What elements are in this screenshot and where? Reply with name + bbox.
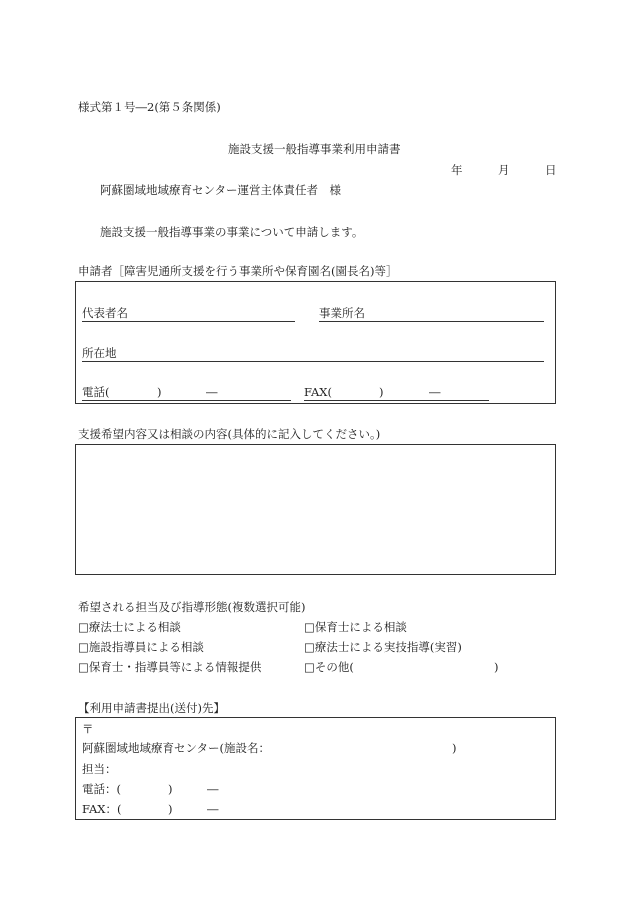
dest-phone-close: ) xyxy=(168,782,173,796)
option-other[interactable] xyxy=(304,660,354,674)
option-instructor-consult[interactable] xyxy=(78,640,204,654)
option-other-close: ) xyxy=(494,660,499,674)
representative-field[interactable] xyxy=(82,321,295,322)
options-heading: 希望される担当及び指導形態(複数選択可能) xyxy=(78,600,306,614)
request-textarea[interactable] xyxy=(75,444,556,575)
date-year-label: 年 xyxy=(451,163,463,177)
option-label: 療法士による実技指導(実習) xyxy=(314,640,462,654)
destination-heading: 【利用申請書提出(送付)先】 xyxy=(78,701,225,715)
dest-phone-dash: ― xyxy=(207,782,219,796)
option-therapist-practical[interactable] xyxy=(304,640,462,654)
option-label: 療法士による相談 xyxy=(88,620,181,634)
option-label: 保育士による相談 xyxy=(314,620,407,634)
phone-label: 電話( xyxy=(82,385,110,399)
request-heading: 支援希望内容又は相談の内容(具体的に記入してください。) xyxy=(78,427,381,441)
dest-phone-label: 電話：( xyxy=(82,782,121,796)
applicant-heading: 申請者［障害児通所支援を行う事業所や保育園名(園長名)等］ xyxy=(78,264,398,278)
staff-label: 担当： xyxy=(82,762,117,776)
option-nursery-consult[interactable] xyxy=(304,620,407,634)
form-number: 様式第１号―2(第５条関係) xyxy=(78,100,221,114)
option-label: 施設指導員による相談 xyxy=(88,640,204,654)
postal-mark: 〒 xyxy=(82,722,94,736)
form-title: 施設支援一般指導事業利用申請書 xyxy=(228,142,401,156)
option-label: 保育士・指導員等による情報提供 xyxy=(88,660,262,674)
phone-dash: ― xyxy=(206,385,218,399)
date-month-label: 月 xyxy=(498,163,510,177)
fax-close: ) xyxy=(379,385,384,399)
dest-fax-label: FAX：( xyxy=(82,802,122,816)
applicant-box xyxy=(75,281,556,404)
date-day-label: 日 xyxy=(545,163,557,177)
checkbox-icon[interactable]: □ xyxy=(78,660,89,674)
fax-field[interactable] xyxy=(304,400,489,401)
fax-label: FAX( xyxy=(304,385,332,399)
addressee: 阿蘇圏域地域療育センター運営主体責任者 様 xyxy=(100,183,342,197)
address-label: 所在地 xyxy=(82,346,117,360)
center-close: ) xyxy=(452,741,457,755)
dest-fax-close: ) xyxy=(168,802,173,816)
dest-fax-dash: ― xyxy=(207,802,219,816)
checkbox-icon[interactable]: □ xyxy=(304,620,315,634)
option-therapist-consult[interactable] xyxy=(78,620,181,634)
representative-label: 代表者名 xyxy=(82,306,128,320)
option-info-provision[interactable] xyxy=(78,660,261,674)
phone-close: ) xyxy=(157,385,162,399)
office-field[interactable] xyxy=(319,321,544,322)
checkbox-icon[interactable]: □ xyxy=(304,640,315,654)
fax-dash: ― xyxy=(429,385,441,399)
checkbox-icon[interactable]: □ xyxy=(78,620,89,634)
checkbox-icon[interactable]: □ xyxy=(78,640,89,654)
option-label: その他( xyxy=(314,660,354,674)
checkbox-icon[interactable]: □ xyxy=(304,660,315,674)
center-label: 阿蘇圏域地域療育センター(施設名： xyxy=(82,741,271,755)
phone-field[interactable] xyxy=(82,400,291,401)
statement: 施設支援一般指導事業の事業について申請します。 xyxy=(100,225,364,239)
address-field[interactable] xyxy=(82,361,544,362)
destination-box xyxy=(75,717,556,820)
office-label: 事業所名 xyxy=(319,306,365,320)
